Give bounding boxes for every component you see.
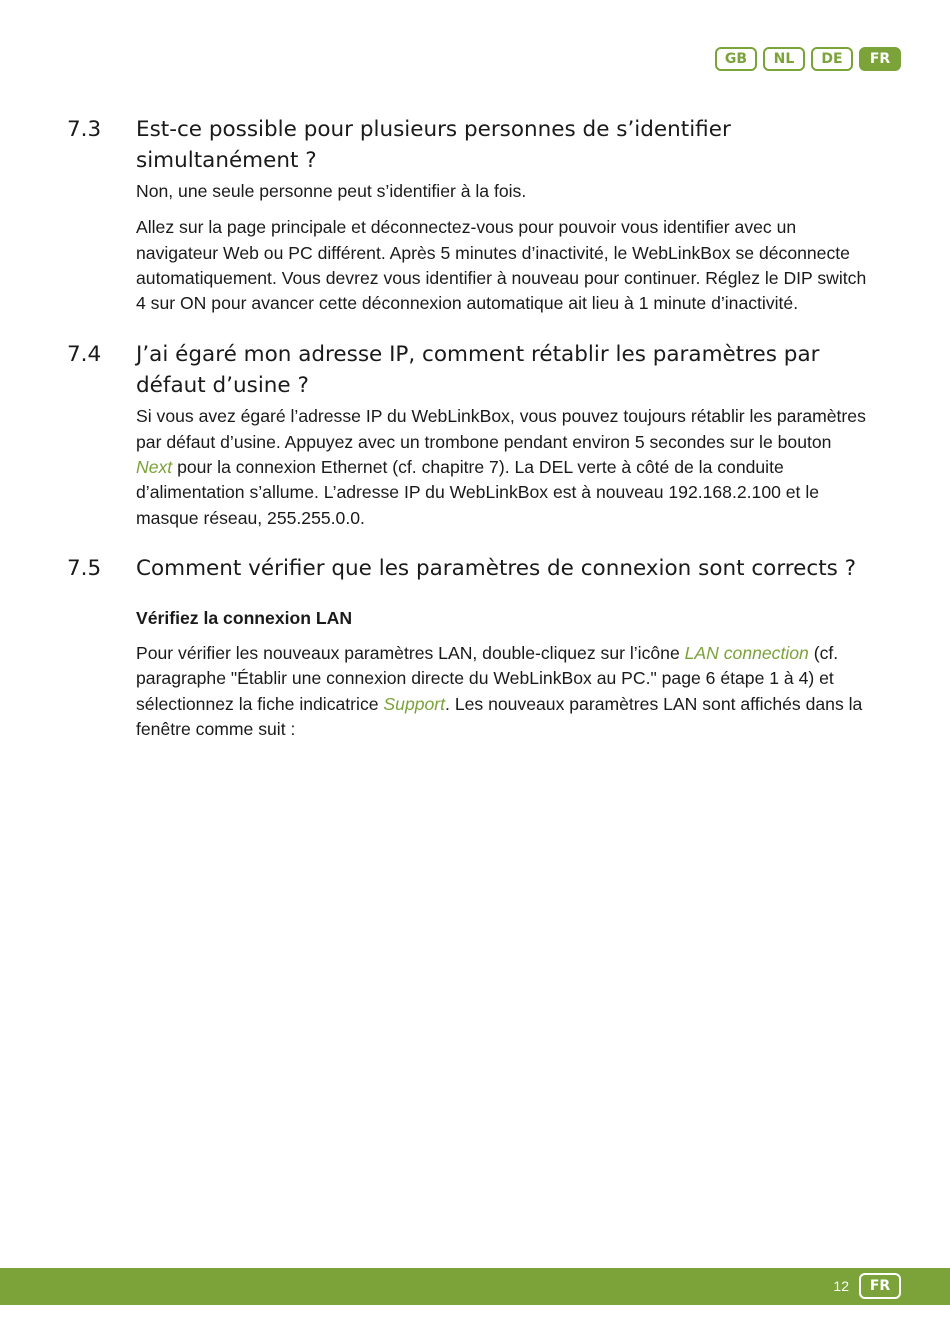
text-run: pour la connexion Ethernet (cf. chapitre 7). La DEL verte à côté de la conduite d’alimentation s’allume. L’adresse IP du WebLinkBox est à nouveau 192.168.2.100 et le masque réseau, 255.255.0.0. [136, 457, 820, 528]
paragraph [136, 641, 867, 742]
section-title: J’ai égaré mon adresse IP, comment rétablir les paramètres par défaut d’usine ? [136, 342, 820, 399]
text-run: (cf. paragraphe "Établir une connexion directe du WebLinkBox au PC." page 6 étape 1 à 4) et sélectionnez la fiche indicatrice [136, 642, 839, 714]
text-run: . Les nouveaux paramètres LAN sont affichés dans la fenêtre comme suit : [136, 693, 863, 739]
lan-connection-reference: LAN connection [684, 642, 809, 663]
text-run: Si vous avez égaré l’adresse IP du WebLinkBox, vous pouvez toujours rétablir les paramètres par défaut d’usine. Appuyez avec un trombone pendant environ 5 secondes sur le bouton [136, 406, 866, 452]
page-content [67, 114, 867, 753]
footer-language-badge: FR [859, 1273, 901, 1299]
paragraph [136, 404, 867, 530]
page-number: 12 [833, 1278, 849, 1294]
section-7-4 [67, 339, 867, 530]
section-7-3 [67, 114, 867, 316]
language-tab-de[interactable]: DE [811, 47, 853, 71]
language-tab-gb[interactable]: GB [715, 47, 757, 71]
language-tab-fr[interactable]: FR [859, 47, 901, 71]
language-tab-nl[interactable]: NL [763, 47, 805, 71]
next-button-reference: Next [136, 457, 173, 478]
language-selector [715, 47, 901, 71]
section-title: Comment vérifier que les paramètres de connexion sont corrects ? [136, 555, 857, 581]
text-run: Pour vérifier les nouveaux paramètres LAN, double-cliquez sur l’icône [136, 642, 685, 663]
paragraph: Non, une seule personne peut s’identifier à la fois. [136, 181, 527, 201]
section-7-5 [67, 553, 867, 742]
section-number: 7.3 [67, 117, 102, 142]
section-number: 7.5 [67, 555, 102, 581]
support-tab-reference: Support [383, 693, 446, 714]
section-title: Est-ce possible pour plusieurs personnes de s’identifier simultanément ? [136, 117, 731, 173]
section-number: 7.4 [67, 342, 102, 368]
subheading: Vérifiez la connexion LAN [136, 607, 353, 628]
paragraph: Allez sur la page principale et déconnectez-vous pour pouvoir vous identifier avec un navigateur Web ou PC différent. Après 5 minutes d’inactivité, le WebLinkBox se déconnecte automatiquement. Vous devrez vous identifier à nouveau pour continuer. Réglez le DIP switch 4 sur ON pour avancer cette déconnexion automatique ait lieu à 1 minute d’inactivité. [136, 217, 867, 314]
footer-bar [0, 1268, 950, 1305]
